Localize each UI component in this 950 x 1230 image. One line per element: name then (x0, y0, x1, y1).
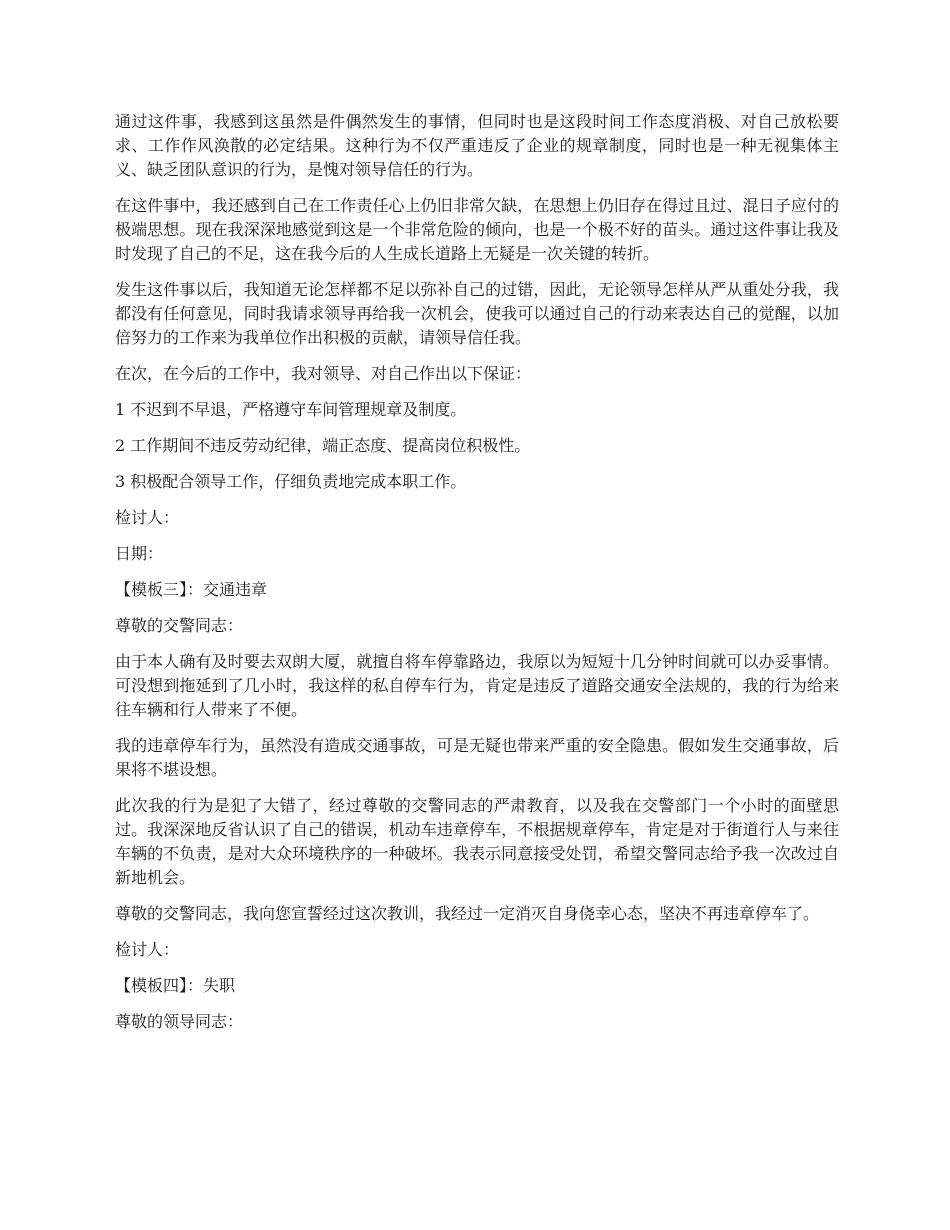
paragraph-3: 发生这件事以后，我知道无论怎样都不足以弥补自己的过错，因此，无论领导怎样从严从重处分我，我都没有任何意见，同时我请求领导再给我一次机会，使我可以通过自己的行动来表达自己的觉醒，以加倍努力的工作来为我单位作出积极的贡献，请领导信任我。 (115, 280, 839, 347)
date-label: 日期： (115, 544, 164, 563)
list-item-2: 2 工作期间不违反劳动纪律，端正态度、提高岗位积极性。 (115, 436, 531, 455)
paragraph-7: 此次我的行为是犯了大错了，经过尊敬的交警同志的严肃教育，以及我在交警部门一个小时的面壁思过。我深深地反省认识了自己的错误，机动车违章停车，不根据规章停车，肯定是对于街道行人与来往车辆的不负责，是对大众环境秩序的一种破坏。我表示同意接受处罚，希望交警同志给予我一次改过自新地机会。 (115, 796, 839, 887)
list-item-3: 3 积极配合领导工作，仔细负责地完成本职工作。 (115, 472, 467, 491)
signature-label: 检讨人： (115, 508, 180, 527)
paragraph-6: 我的违章停车行为，虽然没有造成交通事故，可是无疑也带来严重的安全隐患。假如发生交通事故，后果将不堪设想。 (115, 736, 839, 779)
signature-label-2: 检讨人： (115, 940, 180, 959)
salutation-traffic-police: 尊敬的交警同志： (115, 616, 244, 635)
paragraph-2: 在这件事中，我还感到自己在工作责任心上仍旧非常欠缺，在思想上仍旧存在得过且过、混日子应付的极端思想。现在我深深地感觉到这是一个非常危险的倾向，也是一个极不好的苗头。通过这件事让我及时发现了自己的不足，这在我今后的人生成长道路上无疑是一次关键的转折。 (115, 196, 839, 263)
paragraph-5: 由于本人确有及时要去双朗大厦，就擅自将车停靠路边，我原以为短短十几分钟时间就可以办妥事情。可没想到拖延到了几小时，我这样的私自停车行为，肯定是违反了道路交通安全法规的，我的行为给来往车辆和行人带来了不便。 (115, 652, 839, 719)
paragraph-4: 在次，在今后的工作中，我对领导、对自己作出以下保证： (115, 364, 532, 383)
salutation-leader: 尊敬的领导同志： (115, 1012, 244, 1031)
list-item-1: 1 不迟到不早退，严格遵守车间管理规章及制度。 (115, 400, 467, 419)
section-heading-template-4: 【模板四】：失职 (115, 976, 236, 995)
section-heading-template-3: 【模板三】：交通违章 (115, 580, 268, 599)
document-body (115, 110, 839, 1046)
paragraph-1: 通过这件事，我感到这虽然是件偶然发生的事情，但同时也是这段时间工作态度消极、对自己放松要求、工作作风涣散的必定结果。这种行为不仅严重违反了企业的规章制度，同时也是一种无视集体主义、缺乏团队意识的行为，是愧对领导信任的行为。 (115, 112, 839, 179)
paragraph-8: 尊敬的交警同志，我向您宣誓经过这次教训，我经过一定消灭自身侥幸心态，坚决不再违章停车了。 (115, 904, 820, 923)
